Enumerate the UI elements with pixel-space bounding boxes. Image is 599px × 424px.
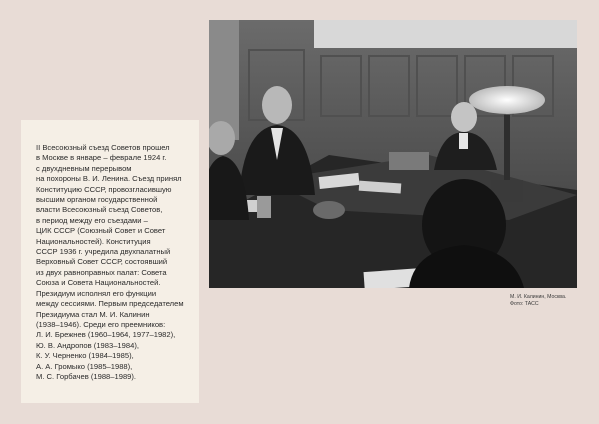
archival-photo [209,20,577,288]
photo-caption: М. И. Калинин, Москва. Фото: ТАСС [510,294,567,307]
body-text: II Всесоюзный съезд Советов прошел в Москве в январе – феврале 1924 г. с двухдневным перерывом на похороны В. И. Ленина. Съезд принял Конституцию СССР, провозгласившую высшим органом государственной власти Всесоюзный съезд Советов, в период между его съездами – ЦИК СССР (Союзный Совет и Совет Национальностей). Конституция СССР 1936 г. учредила двухпалатный Верховный Совет СССР, состоявший из двух равноправных палат: Совета Союза и Совета Национальностей. Президиум исполнял его функции между сессиями. Первым председателем Президиума стал М. И. Калинин (1938–1946). Среди его преемников: Л. И. Брежнев (1960–1964, 1977–1982), Ю. В. Андропов (1983–1984), К. У. Черненко (1984–1985), А. А. Громыко (1985–1988), М. С. Горбачев (1988–1989). [36,143,184,381]
text-panel [21,120,199,403]
